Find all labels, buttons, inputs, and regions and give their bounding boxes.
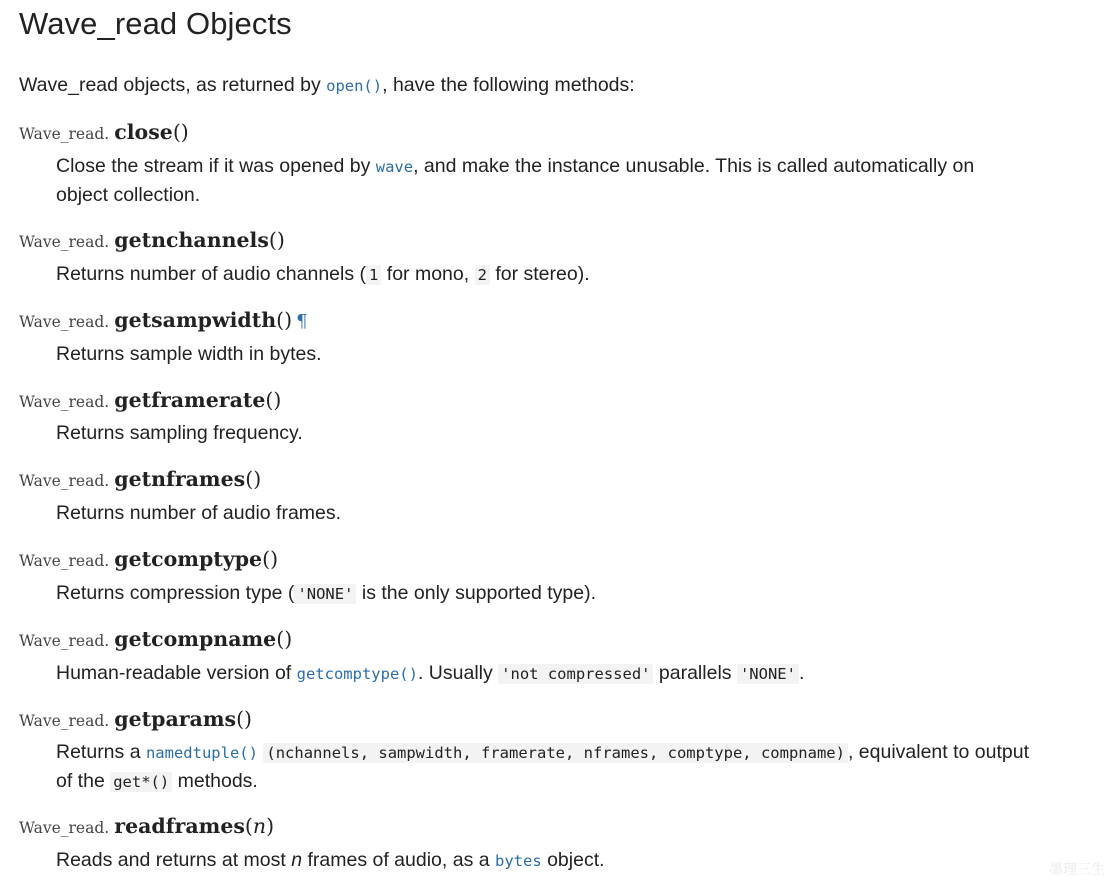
class-prefix: Wave_read. xyxy=(19,552,110,570)
method-desc-getsampwidth: Returns sample width in bytes. xyxy=(56,343,322,365)
method-signature-getnchannels: Wave_read. getnchannels() xyxy=(19,228,285,252)
permalink-pilcrow[interactable]: ¶ xyxy=(296,311,308,332)
watermark: 墨理三生 xyxy=(1049,861,1105,877)
method-desc-getnframes: Returns number of audio frames. xyxy=(56,502,342,524)
method-name: getcomptype xyxy=(114,547,263,571)
class-prefix: Wave_read. xyxy=(19,472,110,490)
param-n: n xyxy=(252,814,267,838)
method-signature-getcomptype: Wave_read. getcomptype() xyxy=(19,547,279,571)
inline-code: (nchannels, sampwidth, framerate, nframes, comptype, compname) xyxy=(263,743,848,763)
method-desc-getparams: Returns a namedtuple() (nchannels, sampwidth, framerate, nframes, comptype, compname) , equivalent to output of the get*() methods. xyxy=(56,741,1030,792)
method-desc-getnchannels: Returns number of audio channels ( 1 for mono, 2 for stereo). xyxy=(56,263,590,285)
method-name: getcompname xyxy=(114,627,277,651)
method-signature-getparams: Wave_read. getparams() xyxy=(19,707,253,731)
bytes-link[interactable]: bytes xyxy=(495,852,542,870)
method-desc-getcompname: Human-readable version of getcomptype(). Usually 'not compressed' parallels 'NONE' . xyxy=(56,662,805,684)
intro-paragraph xyxy=(19,74,635,97)
getcomptype-link[interactable]: getcomptype() xyxy=(296,665,418,683)
method-name: getnchannels xyxy=(114,228,269,252)
method-name: getsampwidth xyxy=(114,308,277,332)
intro-text-after: , have the following methods: xyxy=(382,74,635,96)
method-desc-close: Close the stream if it was opened by wave, and make the instance unusable. This is called automatically on object collection. xyxy=(56,155,975,206)
open-link[interactable]: open() xyxy=(326,77,383,95)
method-signature-close: Wave_read. close() xyxy=(19,120,189,144)
namedtuple-link[interactable]: namedtuple() xyxy=(145,744,258,762)
class-prefix: Wave_read. xyxy=(19,819,110,837)
method-desc-readframes: Reads and returns at most n frames of audio, as a bytes object. xyxy=(56,849,605,871)
method-name: close xyxy=(114,120,173,144)
method-name: getframerate xyxy=(114,388,266,412)
inline-code: 'not compressed' xyxy=(498,664,653,684)
class-prefix: Wave_read. xyxy=(19,632,110,650)
method-signature-getsampwidth: Wave_read. getsampwidth() ¶ xyxy=(19,308,308,332)
method-signature-getcompname: Wave_read. getcompname() xyxy=(19,627,293,651)
class-prefix: Wave_read. xyxy=(19,393,110,411)
inline-code: get*() xyxy=(110,772,172,792)
inline-code: 1 xyxy=(366,265,381,285)
method-name: getnframes xyxy=(114,467,246,491)
class-prefix: Wave_read. xyxy=(19,233,110,251)
method-name: getparams xyxy=(114,707,237,731)
method-signature-getframerate: Wave_read. getframerate() xyxy=(19,388,282,412)
method-desc-getcomptype: Returns compression type ( 'NONE' is the only supported type). xyxy=(56,582,596,604)
inline-code: 2 xyxy=(475,265,490,285)
class-prefix: Wave_read. xyxy=(19,712,110,730)
method-name: readframes xyxy=(114,814,245,838)
method-signature-getnframes: Wave_read. getnframes() xyxy=(19,467,262,491)
class-prefix: Wave_read. xyxy=(19,125,110,143)
wave-link[interactable]: wave xyxy=(375,158,414,176)
method-signature-readframes: Wave_read. readframes(n) xyxy=(19,814,275,838)
inline-code: 'NONE' xyxy=(737,664,799,684)
class-prefix: Wave_read. xyxy=(19,313,110,331)
inline-code: 'NONE' xyxy=(294,584,356,604)
method-desc-getframerate: Returns sampling frequency. xyxy=(56,422,303,444)
intro-text: Wave_read objects, as returned by xyxy=(19,74,327,96)
page-title: Wave_read Objects xyxy=(19,6,292,41)
